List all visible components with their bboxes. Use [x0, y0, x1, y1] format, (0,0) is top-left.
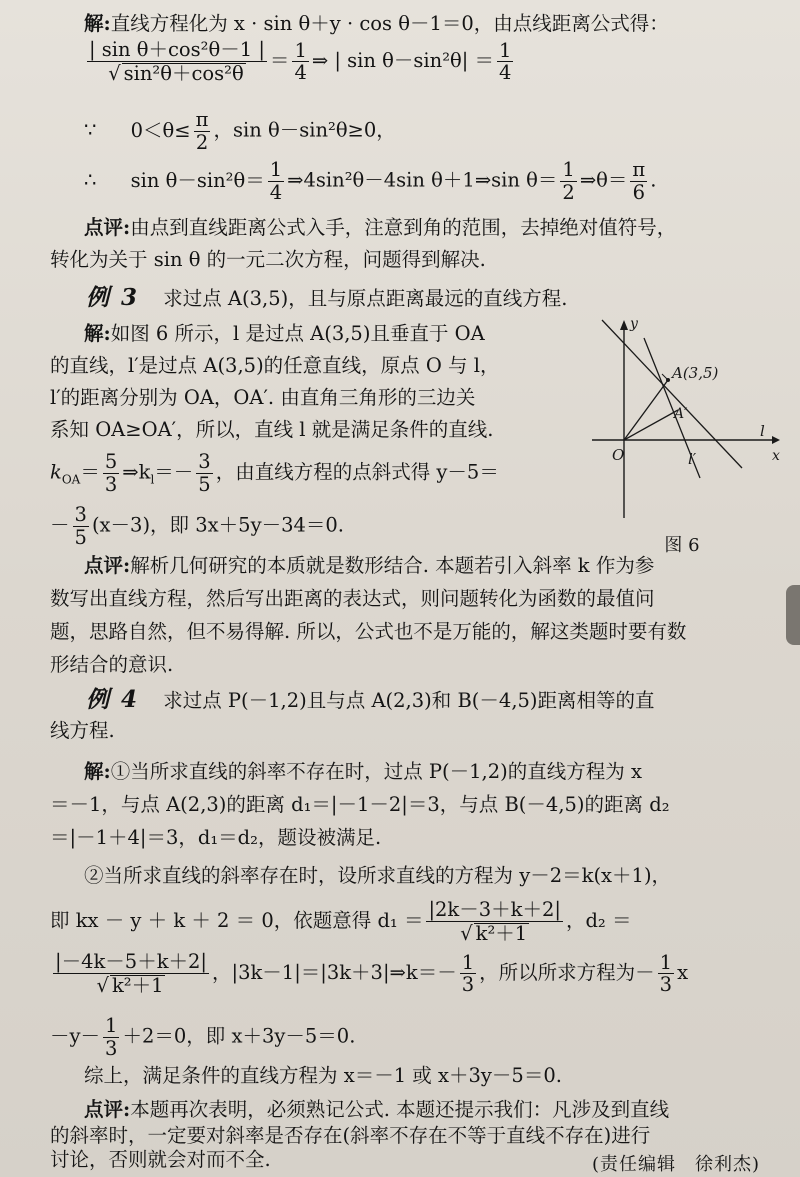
y-axis-arrow — [620, 320, 628, 330]
comment-1-line-2: 转化为关于 sin θ 的一元二次方程，问题得到解决. — [50, 248, 486, 271]
case-2-line-3: $\frac{|-4k-5+k+2|}{\text{√ k²＋1}}$ ，|3k－1|＝|3k＋3|⇒k＝－ $\frac{1}{3}$ ，所以所求方程为－ $\frac{1}{3}$ x — [55, 950, 689, 997]
case-1-line-2: ＝－1，与点 A(2,3)的距离 d₁＝|－1－2|＝3，与点 B(－4,5)的距离 d₂ — [50, 793, 670, 816]
figure-6 — [582, 318, 782, 558]
point-A — [666, 378, 670, 382]
comment-3-line-2: 的斜率时，一定要对斜率是否存在(斜率不存在不等于直线不存在)进行 — [50, 1124, 651, 1147]
example-4-heading — [86, 688, 655, 711]
example-3-solution-line-4: 系知 OA≥OA′，所以，直线 l 就是满足条件的直线. — [50, 418, 494, 441]
solution-label: 解: — [84, 12, 111, 35]
example-3-heading — [86, 286, 567, 309]
distance-fraction: $\frac{\text{| sin θ＋cos²θ－1 |}}{\text{√ sin²θ＋cos²θ}}$ — [89, 38, 265, 85]
label-A-prime: A′ — [674, 406, 688, 422]
label-x: x — [772, 448, 780, 464]
label-O: O — [612, 446, 625, 464]
comment-label: 点评: — [84, 1098, 131, 1121]
editor-credit: (责任编辑 徐利杰) — [591, 1154, 760, 1175]
distance-formula-line: $\frac{\text{| sin θ＋cos²θ－1 |}}{\text{√ sin²θ＋cos²θ}}$ ＝ $\frac{1}{4}$ ⇒ | sin θ－sin²θ| ＝ $\frac{1}{4}$ — [89, 38, 512, 85]
case-2-line-4: －y－ $\frac{1}{3}$ ＋2＝0，即 x＋3y－5＝0. — [50, 1014, 356, 1060]
label-A: A(3,5) — [672, 364, 719, 382]
slope-line: $k_{OA}=$ $\frac{5}{3}$ $\Rightarrow k_l=-$ $\frac{3}{5}$ ，由直线方程的点斜式得 y－5＝ — [50, 450, 499, 496]
comment-label: 点评: — [84, 554, 131, 577]
comment-3-line-1: 点评:本题再次表明，必须熟记公式. 本题还提示我们：凡涉及到直线 — [84, 1098, 670, 1121]
segment-OA-prime — [624, 410, 678, 440]
therefore-line: ∴ sin θ－sin²θ＝ $\frac{1}{4}$ ⇒4sin²θ－4sin θ＋1⇒sin θ＝ $\frac{1}{2}$ ⇒θ＝ $\frac{\pi}{6}$ . — [84, 158, 657, 204]
label-y: y — [630, 318, 638, 332]
comment-3-line-3: 讨论，否则就会对而不全. — [50, 1148, 271, 1171]
x-axis-arrow — [772, 436, 780, 444]
example-3-prompt: 求过点 A(3,5)，且与原点距离最远的直线方程. — [163, 287, 568, 310]
solution-text: 直线方程化为 x · sin θ＋y · cos θ－1＝0，由点线距离公式得： — [110, 12, 669, 35]
example-4-prompt: 求过点 P(－1,2)且与点 A(2,3)和 B(－4,5)距离相等的直 — [163, 689, 655, 712]
summary-line: 综上，满足条件的直线方程为 x＝－1 或 x＋3y－5＝0. — [84, 1064, 562, 1087]
segment-OA — [624, 380, 668, 440]
label-l-prime: l′ — [688, 450, 697, 468]
solution-line-1 — [84, 14, 669, 34]
comment-label: 点评: — [84, 216, 131, 239]
example-3-label: 例 3 — [86, 284, 140, 311]
comment-2-line-2: 数写出直线方程，然后写出距离的表达式，则问题转化为函数的最值问 — [50, 587, 655, 610]
comment-2-line-3: 题，思路自然，但不易得解. 所以，公式也不是万能的，解这类题时要有数 — [50, 620, 687, 643]
example-3-solution-line-3: l′的距离分别为 OA，OA′. 由直角三角形的三边关 — [50, 386, 476, 409]
example-3-solution-line-1: 解:如图 6 所示，l 是过点 A(3,5)且垂直于 OA — [84, 322, 485, 345]
comment-2-line-4: 形结合的意识. — [50, 653, 174, 676]
d2-fraction: $\frac{|-4k-5+k+2|}{\text{√ k²＋1}}$ — [55, 950, 207, 997]
label-l: l — [760, 422, 765, 440]
example-4-label: 例 4 — [86, 686, 140, 713]
example-4-prompt-line-2: 线方程. — [50, 719, 115, 742]
case-2-line-2: 即 kx － y ＋ k ＋ 2 ＝ 0，依题意得 d₁ ＝ $\frac{|2k-3+k+2|}{\text{√ k²＋1}}$ ，d₂ ＝ — [50, 898, 632, 945]
example-3-answer-line: － $\frac{3}{5}$ (x－3)，即 3x＋5y－34＝0. — [50, 503, 344, 549]
case-2-line-1: ②当所求直线的斜率存在时，设所求直线的方程为 y－2＝k(x＋1)， — [84, 864, 672, 887]
page-edge-tab — [786, 585, 800, 645]
comment-2-line-1: 点评:解析几何研究的本质就是数形结合. 本题若引入斜率 k 作为参 — [84, 554, 655, 577]
figure-6-caption: 图 6 — [664, 535, 700, 556]
example-3-solution-line-2: 的直线，l′是过点 A(3,5)的任意直线，原点 O 与 l， — [50, 354, 500, 377]
case-1-line-1: 解:①当所求直线的斜率不存在时，过点 P(－1,2)的直线方程为 x — [84, 760, 642, 783]
comment-1-line-1: 点评:由点到直线距离公式入手，注意到角的范围，去掉绝对值符号， — [84, 216, 677, 239]
because-line: ∵ 0＜θ≤ $\frac{\pi}{2}$ ，sin θ－sin²θ≥0， — [84, 108, 396, 154]
d1-fraction: $\frac{|2k-3+k+2|}{\text{√ k²＋1}}$ — [428, 898, 561, 945]
figure-6-diagram — [582, 318, 782, 528]
case-1-line-3: ＝|－1＋4|＝3，d₁＝d₂，题设被满足. — [50, 826, 382, 849]
